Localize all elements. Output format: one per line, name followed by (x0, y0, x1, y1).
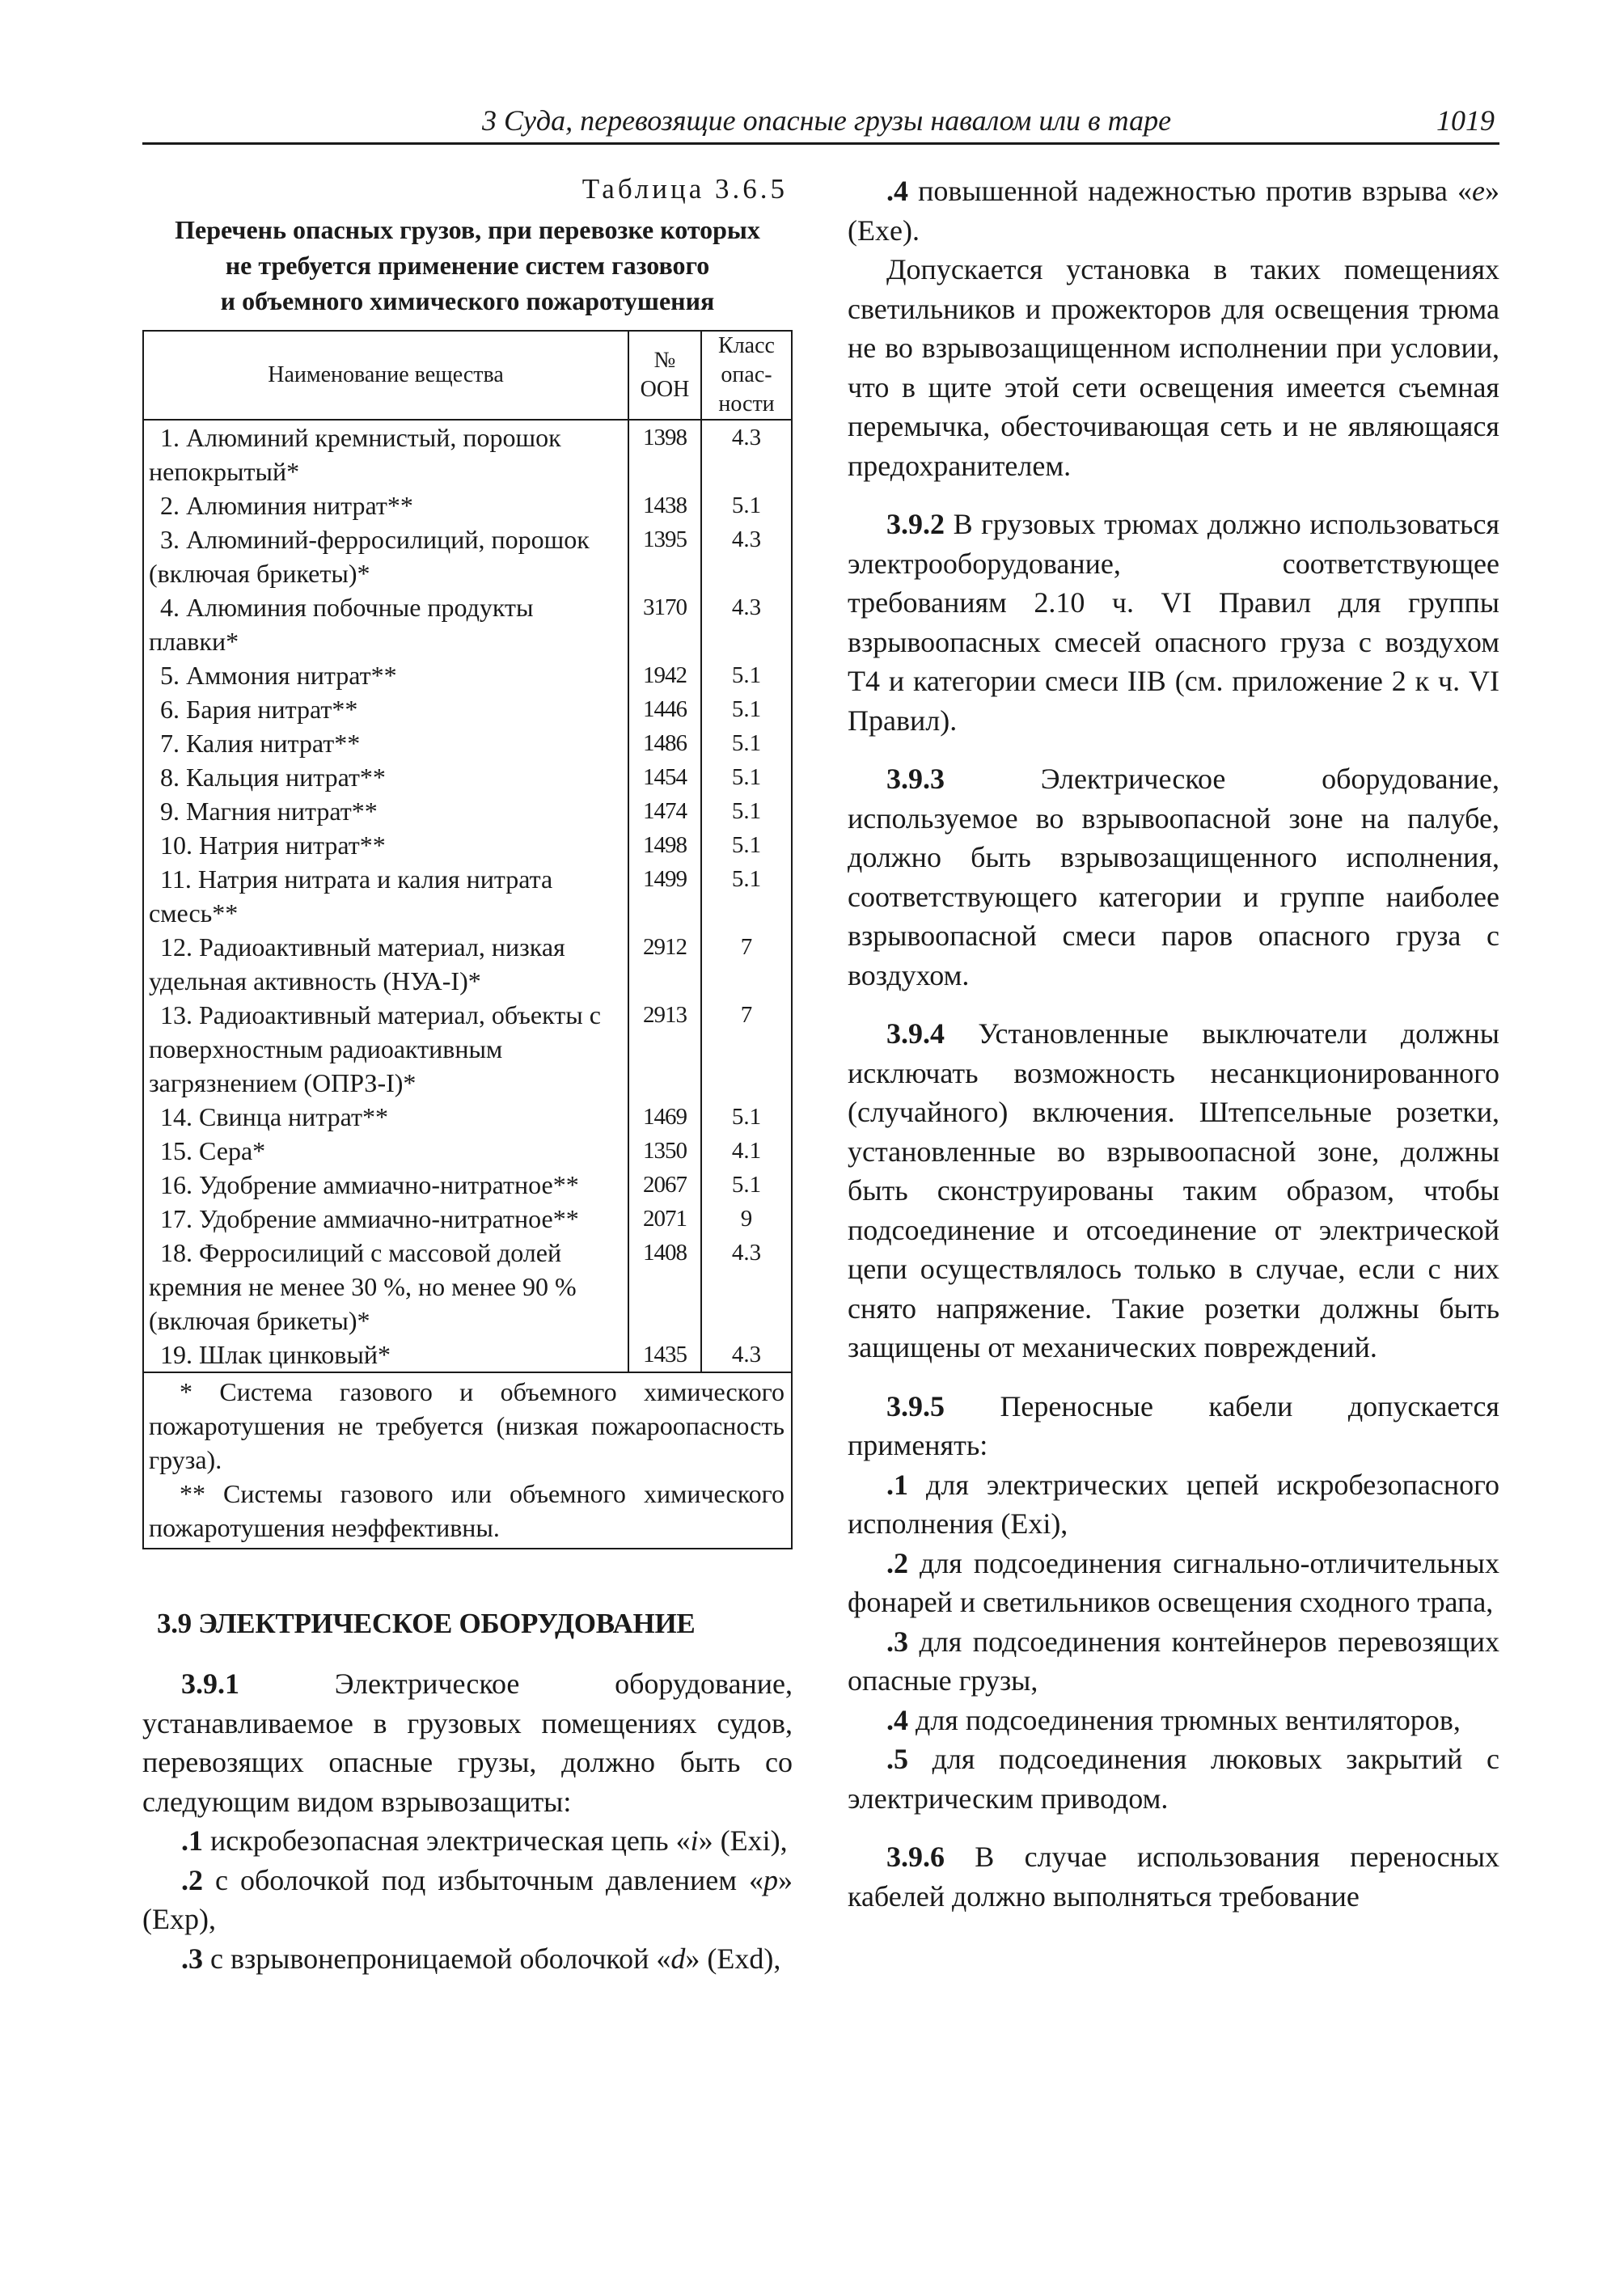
item-text: с оболочкой под избыточным давлением « (214, 1863, 764, 1896)
item-number: .3 (886, 1625, 908, 1658)
cell-un-number: 1438 (628, 488, 701, 522)
column-header-un-line: ООН (640, 377, 690, 402)
item-text: для подсоединения трюмных вентиляторов, (916, 1703, 1461, 1736)
table-row (143, 658, 792, 692)
substance-name-text: 17. Удобрение аммиачно-нитратное** (160, 1204, 579, 1233)
cell-un-number: 1486 (628, 726, 701, 760)
column-header-name: Наименование вещества (143, 331, 628, 420)
clause-3-9-5-item (848, 1465, 1499, 1544)
clause-number: 3.9.5 (886, 1389, 945, 1422)
clause-3-9-1-item (848, 171, 1499, 250)
cell-un-number: 1469 (628, 1100, 701, 1134)
clause-3-9-5-item (848, 1544, 1499, 1622)
cell-substance-name (143, 998, 628, 1100)
cell-hazard-class: 4.3 (701, 1236, 792, 1338)
substance-name-text: 4. Алюминия побочные продукты плавки* (149, 593, 534, 656)
cell-hazard-class: 5.1 (701, 1168, 792, 1202)
table-footnotes-cell (143, 1372, 792, 1549)
cell-un-number: 2912 (628, 930, 701, 998)
clause-3-9-5-item (848, 1622, 1499, 1701)
clause-3-9-1-item (142, 1861, 793, 1939)
right-column (848, 171, 1499, 1916)
cell-hazard-class: 7 (701, 930, 792, 998)
cell-substance-name (143, 420, 628, 488)
cell-substance-name (143, 862, 628, 930)
cell-un-number: 1446 (628, 692, 701, 726)
cell-hazard-class: 4.3 (701, 590, 792, 658)
table-row (143, 828, 792, 862)
cell-substance-name (143, 1168, 628, 1202)
table-row (143, 1168, 792, 1202)
clause-3-9-6 (848, 1837, 1499, 1916)
page-number: 1019 (1436, 104, 1495, 137)
item-number: .4 (886, 175, 908, 207)
table-row (143, 1134, 792, 1168)
cell-substance-name (143, 930, 628, 998)
protection-code: i (690, 1824, 699, 1857)
substance-name-text: 5. Аммония нитрат** (160, 661, 397, 690)
clause-3-9-5-item (848, 1701, 1499, 1740)
column-header-class-line: опас- (721, 362, 772, 387)
item-text-end: » (Exe). (848, 175, 1499, 247)
clause-number: 3.9.6 (886, 1841, 945, 1873)
cell-hazard-class: 4.3 (701, 420, 792, 488)
item-number: .3 (181, 1942, 203, 1975)
substance-name-text: 19. Шлак цинковый* (160, 1340, 391, 1369)
cell-un-number: 1435 (628, 1338, 701, 1372)
item-number: .4 (886, 1703, 908, 1736)
clause-3-9-5 (848, 1387, 1499, 1465)
item-text: для подсоединения люковых закрытий с электрическим приводом. (848, 1743, 1499, 1815)
cell-un-number: 1454 (628, 760, 701, 794)
clause-3-9-4 (848, 1014, 1499, 1367)
table-caption-line: не требуется применение систем газового (225, 251, 710, 280)
item-number: .1 (181, 1824, 203, 1857)
cell-substance-name (143, 1338, 628, 1372)
item-number: .1 (886, 1468, 908, 1501)
cell-substance-name (143, 488, 628, 522)
table-row (143, 522, 792, 590)
item-number: .2 (886, 1546, 908, 1579)
cell-un-number: 1498 (628, 828, 701, 862)
table-row (143, 998, 792, 1100)
column-header-hazard-class (701, 331, 792, 420)
substance-name-text: 10. Натрия нитрат** (160, 831, 386, 860)
cell-hazard-class: 4.3 (701, 522, 792, 590)
clause-number: 3.9.1 (181, 1668, 239, 1700)
clause-3-9-1-note: Допускается установка в таких помещениях светильников и прожекторов для освещения трюма не во взрывозащищенном исполнении при условии, что в щите этой сети освещения имеется съемная перемычка, обесточивающая сеть и не являющаяся предохранителем. (848, 253, 1499, 482)
clause-text: В случае использования переносных кабелей должно выполняться требование (848, 1841, 1500, 1913)
running-header-title: 3 Суда, перевозящие опасные грузы навалом или в таре (482, 104, 1172, 137)
cell-hazard-class: 5.1 (701, 726, 792, 760)
hazardous-cargo-table (142, 330, 793, 1549)
cell-substance-name (143, 726, 628, 760)
cell-un-number: 2067 (628, 1168, 701, 1202)
cell-un-number: 2071 (628, 1202, 701, 1236)
cell-un-number: 1398 (628, 420, 701, 488)
cell-substance-name (143, 1100, 628, 1134)
substance-name-text: 11. Натрия нитрата и калия нитрата смесь** (149, 864, 553, 928)
protection-code: p (763, 1863, 779, 1896)
item-text-end: » (Exi), (698, 1824, 788, 1857)
substance-name-text: 16. Удобрение аммиачно-нитратное** (160, 1170, 579, 1199)
item-text: искробезопасная электрическая цепь « (210, 1824, 691, 1857)
item-text-end: » (Exp), (142, 1863, 793, 1935)
page-header (142, 102, 1499, 145)
item-number: .5 (886, 1743, 908, 1775)
clause-number: 3.9.3 (886, 763, 945, 795)
table-row (143, 1236, 792, 1338)
table-row (143, 794, 792, 828)
table-row (143, 1202, 792, 1236)
clause-3-9-1-item (142, 1821, 793, 1861)
substance-name-text: 6. Бария нитрат** (160, 695, 358, 724)
substance-name-text: 14. Свинца нитрат** (160, 1102, 389, 1131)
clause-3-9-5-item (848, 1739, 1499, 1818)
cell-hazard-class: 4.1 (701, 1134, 792, 1168)
footnote-double-asterisk: ** Системы газового или объемного химического пожаротушения неэффективны. (149, 1479, 785, 1542)
cell-un-number: 3170 (628, 590, 701, 658)
table-row (143, 488, 792, 522)
clause-3-9-1 (142, 1664, 793, 1821)
table-row (143, 1338, 792, 1372)
cell-hazard-class: 7 (701, 998, 792, 1100)
cell-hazard-class: 5.1 (701, 488, 792, 522)
cell-substance-name (143, 1236, 628, 1338)
substance-name-text: 9. Магния нитрат** (160, 797, 378, 826)
cell-substance-name (143, 658, 628, 692)
table-row (143, 726, 792, 760)
clause-3-9-3 (848, 759, 1499, 995)
table-row (143, 590, 792, 658)
column-header-un-number (628, 331, 701, 420)
table-row (143, 1100, 792, 1134)
cell-hazard-class: 5.1 (701, 692, 792, 726)
item-text: повышенной надежностью против взрыва « (918, 175, 1473, 207)
item-text: для подсоединения контейнеров перевозящих опасные грузы, (848, 1625, 1500, 1697)
cell-un-number: 1474 (628, 794, 701, 828)
substance-name-text: 13. Радиоактивный материал, объекты с поверхностным радиоактивным загрязнением (ОПРЗ-I)* (149, 1000, 601, 1097)
column-header-class-line: ности (718, 391, 775, 416)
substance-name-text: 15. Сера* (160, 1136, 266, 1165)
cell-un-number: 1395 (628, 522, 701, 590)
cell-un-number: 1408 (628, 1236, 701, 1338)
left-column (142, 171, 793, 1978)
substance-name-text: 3. Алюминий-ферросилиций, порошок (включая брикеты)* (149, 525, 590, 588)
table-header-row (143, 331, 792, 420)
cell-substance-name (143, 794, 628, 828)
item-text: для подсоединения сигнально-отличительных фонарей и светильников освещения сходного трапа, (848, 1546, 1499, 1618)
column-header-un-line: № (653, 348, 676, 373)
protection-code: d (670, 1942, 686, 1975)
cell-hazard-class: 4.3 (701, 1338, 792, 1372)
substance-name-text: 7. Калия нитрат** (160, 729, 361, 758)
cell-hazard-class: 5.1 (701, 760, 792, 794)
substance-name-text: 18. Ферросилиций с массовой долей кремния не менее 30 %, но менее 90 % (включая брикеты)* (149, 1238, 577, 1335)
substance-name-text: 8. Кальция нитрат** (160, 763, 386, 792)
cell-un-number: 1942 (628, 658, 701, 692)
cell-substance-name (143, 1134, 628, 1168)
table-row (143, 862, 792, 930)
section-heading: 3.9 ЭЛЕКТРИЧЕСКОЕ ОБОРУДОВАНИЕ (157, 1608, 696, 1639)
table-row (143, 692, 792, 726)
table-footnotes-row (143, 1372, 792, 1549)
cell-hazard-class: 5.1 (701, 658, 792, 692)
cell-hazard-class: 9 (701, 1202, 792, 1236)
clause-text: В грузовых трюмах должно использоваться электрооборудование, соответствующее требованиям 2.10 ч. VI Правил для группы взрывоопасных смесей опасного груза с воздухом Т4 и категории смеси IIВ (см. приложение 2 к ч. VI Правил). (848, 508, 1500, 737)
cell-hazard-class: 5.1 (701, 794, 792, 828)
clause-number: 3.9.4 (886, 1017, 945, 1050)
substance-name-text: 1. Алюминий кремнистый, порошок непокрытый* (149, 423, 561, 486)
table-row (143, 760, 792, 794)
clause-3-9-2 (848, 505, 1499, 740)
table-label: Таблица 3.6.5 (582, 173, 788, 205)
clause-text: Электрическое оборудование, устанавливаемое в грузовых помещениях судов, перевозящих опасные грузы, должно быть со следующим видом взрывозащиты: (142, 1668, 793, 1818)
cell-hazard-class: 5.1 (701, 828, 792, 862)
table-row (143, 420, 792, 488)
table-caption-line: Перечень опасных грузов, при перевозке которых (175, 215, 760, 244)
clause-3-9-1-item (142, 1939, 793, 1979)
table-caption (142, 212, 793, 319)
cell-un-number: 2913 (628, 998, 701, 1100)
cell-un-number: 1350 (628, 1134, 701, 1168)
table-caption-line: и объемного химического пожаротушения (220, 286, 715, 315)
cell-substance-name (143, 760, 628, 794)
column-header-class-line: Класс (718, 333, 775, 358)
cell-un-number: 1499 (628, 862, 701, 930)
cell-substance-name (143, 522, 628, 590)
cell-hazard-class: 5.1 (701, 862, 792, 930)
clause-number: 3.9.2 (886, 508, 945, 540)
clause-text: Электрическое оборудование, используемое во взрывоопасной зоне на палубе, должно быть взрывозащищенного исполнения, соответствующего категории и группе наиболее взрывоопасной смеси паров опасного груза с воздухом. (848, 763, 1499, 991)
clause-text: Переносные кабели допускается применять: (848, 1389, 1499, 1461)
cell-hazard-class: 5.1 (701, 1100, 792, 1134)
item-text-end: » (Exd), (685, 1942, 781, 1975)
item-number: .2 (181, 1863, 203, 1896)
footnote-single-asterisk: * Система газового и объемного химического пожаротушения не требуется (низкая пожароопасность груза). (149, 1377, 785, 1474)
item-text: с взрывонепроницаемой оболочкой « (210, 1942, 671, 1975)
cell-substance-name (143, 1202, 628, 1236)
protection-code: e (1472, 175, 1485, 207)
substance-name-text: 12. Радиоактивный материал, низкая удельная активность (НУА-I)* (149, 932, 565, 995)
cell-substance-name (143, 692, 628, 726)
table-row (143, 930, 792, 998)
clause-text: Установленные выключатели должны исключать возможность несанкционированного (случайного) включения. Штепсельные розетки, установленные во взрывоопасной зоне, должны быть сконструированы таким образом, чтобы подсоединение и отсоединение от электрической цепи осуществлялось только в случае, если с них снято напряжение. Такие розетки должны быть защищены от механических повреждений. (848, 1017, 1499, 1363)
substance-name-text: 2. Алюминия нитрат** (160, 491, 413, 520)
item-text: для электрических цепей искробезопасного исполнения (Exi), (848, 1468, 1499, 1540)
cell-substance-name (143, 828, 628, 862)
cell-substance-name (143, 590, 628, 658)
